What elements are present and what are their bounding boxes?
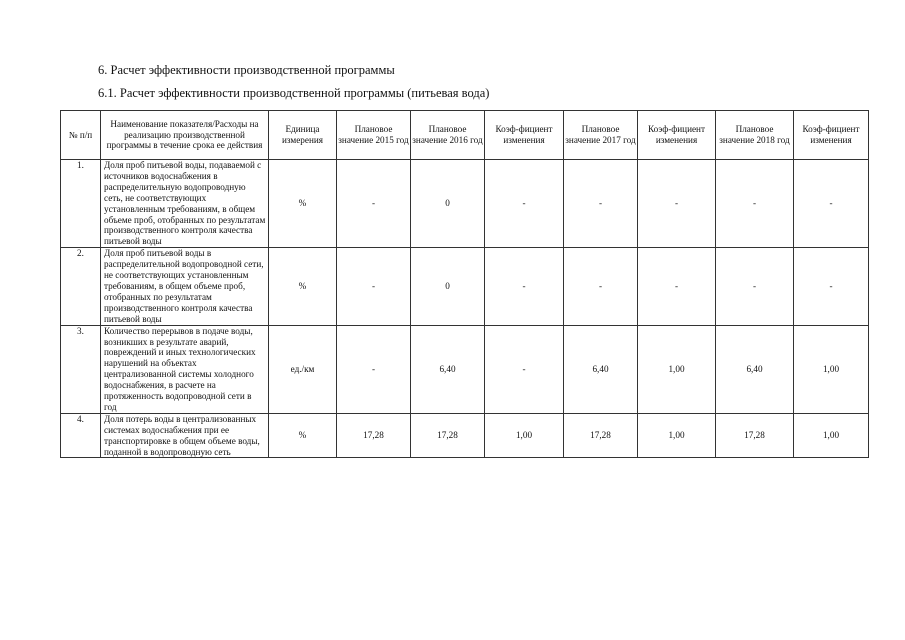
indicator-name: Количество перерывов в подаче воды, возникших в результате аварий, повреждений и иных технологических нарушений на объектах централизованной системы холодного водоснабжения, в расчете на протяженность водопроводной сети в год [101, 325, 269, 413]
unit-cell: % [269, 248, 337, 325]
plan-2015-cell: - [337, 325, 411, 413]
table-row [61, 160, 869, 248]
coef-2017-cell: 1,00 [638, 325, 716, 413]
efficiency-table [60, 110, 869, 458]
unit-cell: % [269, 160, 337, 248]
header-coef-2017: Коэф-фициент изменения [638, 111, 716, 160]
section-heading: 6. Расчет эффективности производственной программы [98, 63, 395, 77]
unit-cell: % [269, 413, 337, 458]
plan-2015-cell: - [337, 248, 411, 325]
indicator-name: Доля проб питьевой воды, подаваемой с источников водоснабжения в распределительную водопроводную сеть, не соответствующих установленным требованиям, в общем объеме проб, отобранных по результатам производственного контроля качества питьевой воды [101, 160, 269, 248]
coef-2017-cell: 1,00 [638, 413, 716, 458]
plan-2017-cell: - [564, 160, 638, 248]
indicator-name: Доля потерь воды в централизованных системах водоснабжения при ее транспортировке в общем объеме воды, поданной в водопроводную сеть [101, 413, 269, 458]
table-header-row [61, 111, 869, 160]
plan-2016-cell: 17,28 [411, 413, 485, 458]
plan-2016-cell: 6,40 [411, 325, 485, 413]
coef-2017-cell: - [638, 160, 716, 248]
coef-2016-cell: - [485, 325, 564, 413]
coef-2016-cell: - [485, 160, 564, 248]
header-indicator-name: Наименование показателя/Расходы на реализацию производственной программы в течение срока ее действия [101, 111, 269, 160]
row-number: 4. [61, 413, 101, 458]
plan-2018-cell: 17,28 [716, 413, 794, 458]
plan-2017-cell: - [564, 248, 638, 325]
coef-2016-cell: 1,00 [485, 413, 564, 458]
plan-2018-cell: - [716, 160, 794, 248]
table-row [61, 248, 869, 325]
header-unit: Единица измерения [269, 111, 337, 160]
header-row-number: № п/п [61, 111, 101, 160]
coef-2018-cell: - [794, 160, 869, 248]
plan-2015-cell: - [337, 160, 411, 248]
header-coef-2016: Коэф-фициент изменения [485, 111, 564, 160]
plan-2018-cell: 6,40 [716, 325, 794, 413]
row-number: 2. [61, 248, 101, 325]
header-coef-2018: Коэф-фициент изменения [794, 111, 869, 160]
coef-2018-cell: 1,00 [794, 413, 869, 458]
header-plan-2017: Плановое значение 2017 год [564, 111, 638, 160]
plan-2016-cell: 0 [411, 248, 485, 325]
indicator-name: Доля проб питьевой воды в распределительной водопроводной сети, не соответствующих установленным требованиям, в общем объеме проб, отобранных по результатам производственного контроля качества питьевой воды [101, 248, 269, 325]
plan-2015-cell: 17,28 [337, 413, 411, 458]
table-row [61, 413, 869, 458]
plan-2016-cell: 0 [411, 160, 485, 248]
coef-2018-cell: - [794, 248, 869, 325]
row-number: 3. [61, 325, 101, 413]
coef-2016-cell: - [485, 248, 564, 325]
unit-cell: ед./км [269, 325, 337, 413]
plan-2017-cell: 6,40 [564, 325, 638, 413]
coef-2017-cell: - [638, 248, 716, 325]
coef-2018-cell: 1,00 [794, 325, 869, 413]
subsection-heading: 6.1. Расчет эффективности производственной программы (питьевая вода) [98, 86, 490, 100]
header-plan-2016: Плановое значение 2016 год [411, 111, 485, 160]
table-row [61, 325, 869, 413]
header-plan-2018: Плановое значение 2018 год [716, 111, 794, 160]
plan-2017-cell: 17,28 [564, 413, 638, 458]
header-plan-2015: Плановое значение 2015 год [337, 111, 411, 160]
row-number: 1. [61, 160, 101, 248]
plan-2018-cell: - [716, 248, 794, 325]
